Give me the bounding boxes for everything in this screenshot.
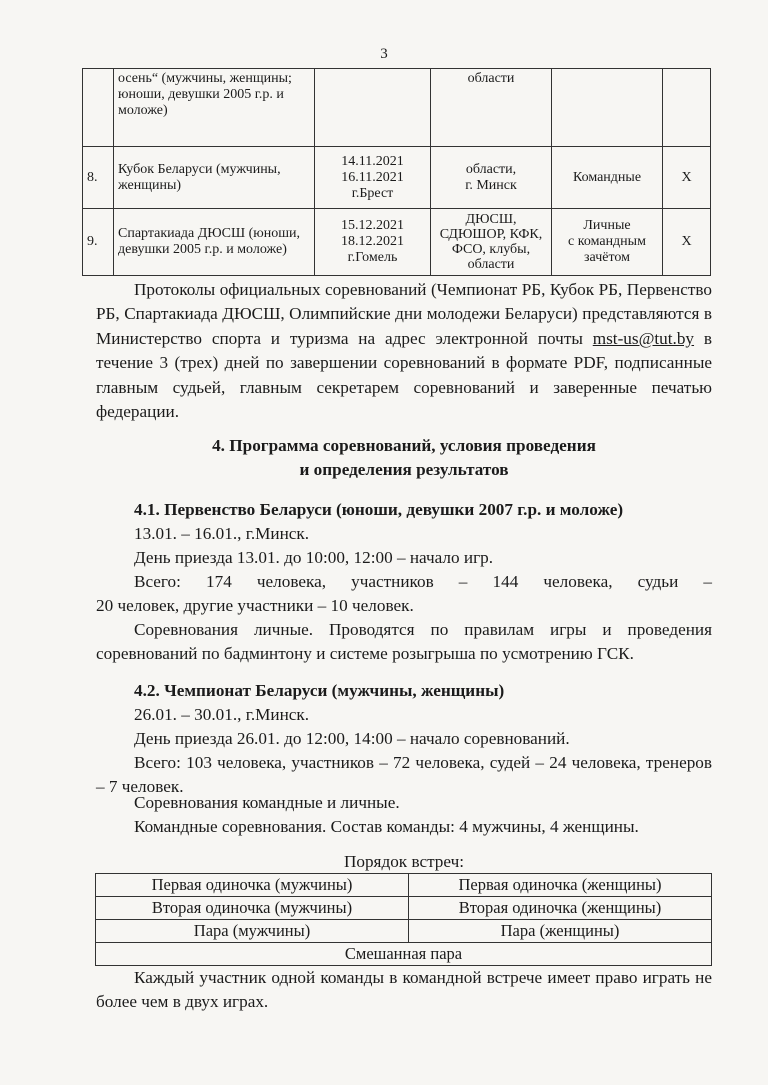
event-name: Спартакиада ДЮСШ (юноши, девушки 2005 г.р. и моложе) [114, 209, 315, 276]
order-cell: Смешанная пара [96, 943, 712, 966]
table-row [96, 943, 712, 966]
order-cell: Пара (мужчины) [96, 920, 409, 943]
total-line: Всего: 174 человека, участников – 144 человека, судьи – [134, 572, 712, 591]
row-number: 8. [83, 147, 114, 209]
row-number [83, 69, 114, 147]
event-mark: Х [663, 209, 711, 276]
section-title: и определения результатов [299, 460, 509, 479]
table-row [83, 69, 711, 147]
team-line: Командные соревнования. Состав команды: 4 мужчины, 4 женщины. [134, 817, 639, 836]
events-table [82, 68, 711, 276]
order-cell: Первая одиночка (женщины) [409, 874, 712, 897]
event-participants: области [431, 69, 552, 147]
email-link[interactable]: mst-us@tut.by [592, 328, 695, 348]
event-dates: 14.11.2021 16.11.2021 г.Брест [315, 147, 431, 209]
final-paragraph: Каждый участник одной команды в командной встрече имеет право играть не более чем в двух играх. [96, 968, 712, 1011]
event-name: осень“ (мужчины, женщины; юноши, девушки 2005 г.р. и моложе) [114, 69, 315, 147]
order-cell: Пара (женщины) [409, 920, 712, 943]
total-line: 20 человек, другие участники – 10 человек. [96, 596, 414, 615]
match-order-table [95, 873, 712, 966]
section-title: 4. Программа соревнований, условия проведения [212, 436, 596, 455]
arrival-line: День приезда 13.01. до 10:00, 12:00 – начало игр. [134, 548, 494, 567]
table-row [83, 147, 711, 209]
order-cell: Вторая одиночка (женщины) [409, 897, 712, 920]
protocols-text-after: в течение 3 (трех) дней по завершении соревнований в формате PDF, подписанные главным судьей, главным секретарем соревнований и заверенные печатью федерации. [96, 328, 712, 422]
event-name: Кубок Беларуси (мужчины, женщины) [114, 147, 315, 209]
event-type [552, 69, 663, 147]
table-row [96, 920, 712, 943]
arrival-line: День приезда 26.01. до 12:00, 14:00 – начало соревнований. [134, 729, 570, 748]
subsection-title: 4.1. Первенство Беларуси (юноши, девушки 2007 г.р. и моложе) [134, 500, 624, 519]
dates-line: 13.01. – 16.01., г.Минск. [134, 524, 310, 543]
order-cell: Первая одиночка (мужчины) [96, 874, 409, 897]
protocols-paragraph [96, 278, 712, 424]
event-dates [315, 69, 431, 147]
event-type: Личные с командным зачётом [552, 209, 663, 276]
event-mark: Х [663, 147, 711, 209]
subsection-title: 4.2. Чемпионат Беларуси (мужчины, женщины) [134, 681, 505, 700]
table-row [96, 874, 712, 897]
event-participants: области, г. Минск [431, 147, 552, 209]
dates-line: 26.01. – 30.01., г.Минск. [134, 705, 310, 724]
table-row [96, 897, 712, 920]
rules-paragraph: Соревнования личные. Проводятся по правилам игры и проведения соревнований по бадминтону и системе розыгрыша по усмотрению ГСК. [96, 620, 712, 663]
type-line: Соревнования командные и личные. [134, 793, 400, 812]
table-row [83, 209, 711, 276]
row-number: 9. [83, 209, 114, 276]
total-paragraph: Всего: 103 человека, участников – 72 человека, судей – 24 человека, тренеров – 7 человек. [96, 753, 712, 796]
event-type: Командные [552, 147, 663, 209]
page-number: 3 [380, 46, 388, 62]
event-participants: ДЮСШ, СДЮШОР, КФК, ФСО, клубы, области [431, 209, 552, 276]
event-mark [663, 69, 711, 147]
order-cell: Вторая одиночка (мужчины) [96, 897, 409, 920]
protocols-text-before: Протоколы официальных соревнований (Чемпионат РБ, Кубок РБ, Первенство РБ, Спартакиада ДЮСШ, Олимпийские дни молодежи Беларуси) представляются в Министерство спорта и туризма на адрес электронной почты [96, 280, 712, 348]
event-dates: 15.12.2021 18.12.2021 г.Гомель [315, 209, 431, 276]
order-title: Порядок встреч: [343, 852, 465, 871]
